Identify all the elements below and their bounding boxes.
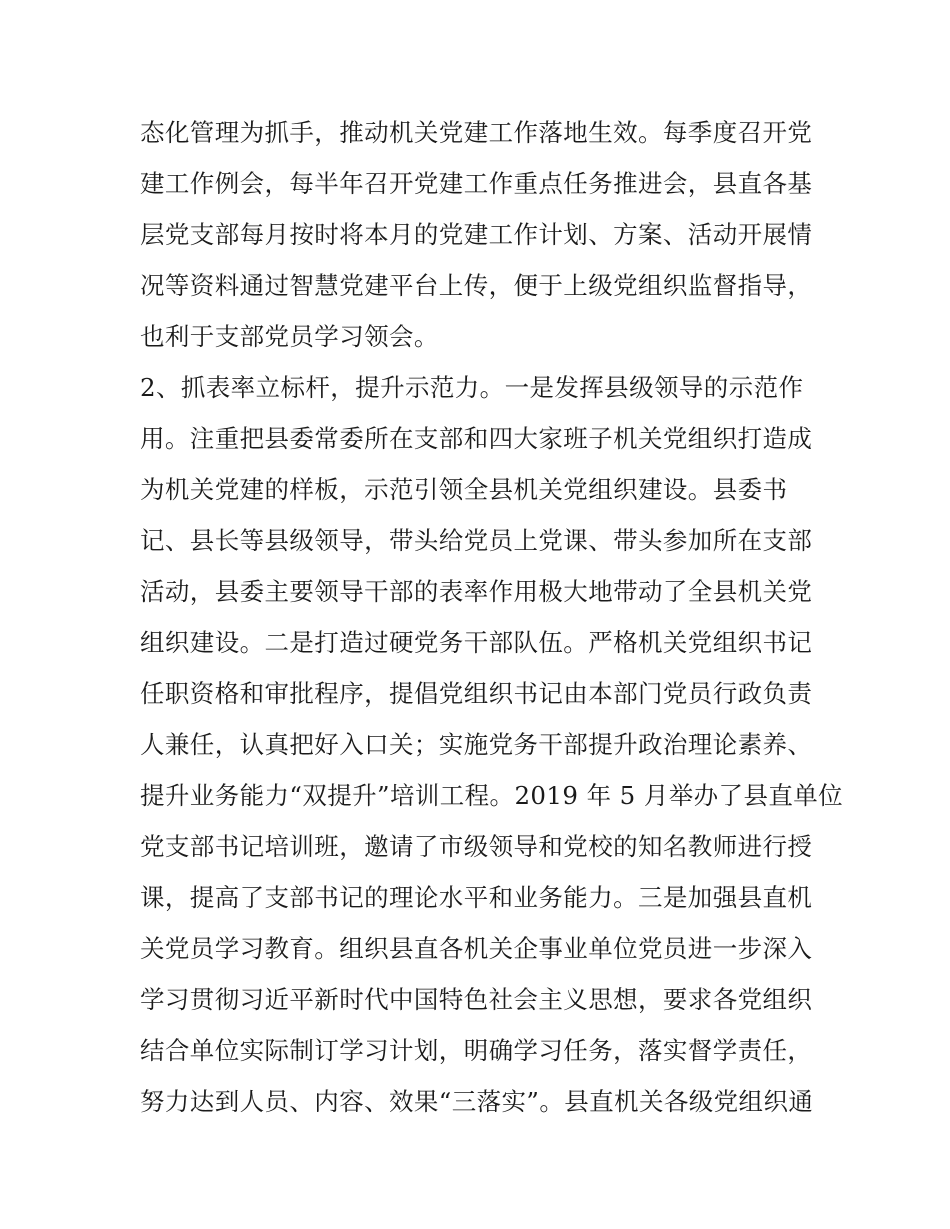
text-line: 也利于支部党员学习领会。 <box>140 322 439 351</box>
text-line: 2、抓表率立标杆，提升示范力。一是发挥县级领导的示范作 <box>140 373 804 402</box>
text-line: 关党员学习教育。组织县直各机关企事业单位党员进一步深入 <box>140 934 813 963</box>
text-line: 况等资料通过智慧党建平台上传，便于上级党组织监督指导， <box>140 271 813 300</box>
text-line: 提升业务能力“双提升”培训工程。2019 年 5 月举办了县直单位 <box>140 781 844 810</box>
text-line: 活动，县委主要领导干部的表率作用极大地带动了全县机关党 <box>140 577 813 606</box>
text-line: 层党支部每月按时将本月的党建工作计划、方案、活动开展情 <box>140 220 813 249</box>
text-line: 任职资格和审批程序，提倡党组织书记由本部门党员行政负责 <box>140 679 813 708</box>
text-line: 结合单位实际制订学习计划，明确学习任务，落实督学责任， <box>140 1036 813 1065</box>
text-line: 态化管理为抓手，推动机关党建工作落地生效。每季度召开党 <box>140 118 813 147</box>
text-line: 用。注重把县委常委所在支部和四大家班子机关党组织打造成 <box>140 424 813 453</box>
text-line: 党支部书记培训班，邀请了市级领导和党校的知名教师进行授 <box>140 832 813 861</box>
text-line: 建工作例会，每半年召开党建工作重点任务推进会，县直各基 <box>140 169 813 198</box>
text-line: 人兼任，认真把好入口关；实施党务干部提升政治理论素养、 <box>140 730 813 759</box>
text-line: 为机关党建的样板，示范引领全县机关党组织建设。县委书 <box>140 475 788 504</box>
text-line: 努力达到人员、内容、效果“三落实”。县直机关各级党组织通 <box>140 1087 814 1116</box>
text-line: 学习贯彻习近平新时代中国特色社会主义思想，要求各党组织 <box>140 985 813 1014</box>
text-line: 记、县长等县级领导，带头给党员上党课、带头参加所在支部 <box>140 526 813 555</box>
text-line: 组织建设。二是打造过硬党务干部队伍。严格机关党组织书记 <box>140 628 813 657</box>
text-line: 课，提高了支部书记的理论水平和业务能力。三是加强县直机 <box>140 883 813 912</box>
body-text <box>140 107 844 1127</box>
